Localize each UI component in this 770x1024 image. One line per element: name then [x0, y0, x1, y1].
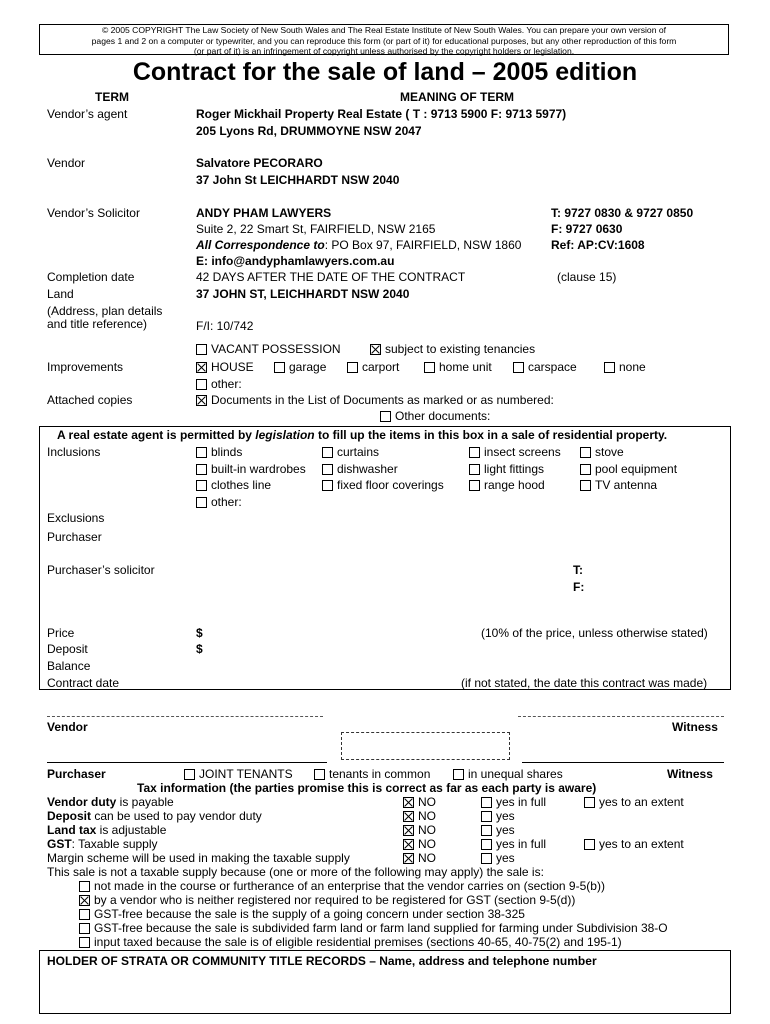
- stove-checkbox[interactable]: [580, 447, 591, 458]
- purchaser-label: Purchaser: [47, 530, 102, 544]
- improvement-other-checkbox[interactable]: [196, 379, 207, 390]
- subject-tenancies-label: subject to existing tenancies: [385, 342, 536, 356]
- copyright-notice: [39, 24, 729, 55]
- inclusion-insect-screens[interactable]: [469, 445, 561, 459]
- vendors-solicitor-name[interactable]: ANDY PHAM LAWYERS: [196, 206, 332, 220]
- price-dollar[interactable]: $: [196, 626, 203, 640]
- fixed-floor-label: fixed floor coverings: [337, 478, 444, 492]
- inclusion-pool-equipment[interactable]: [580, 462, 677, 476]
- garage-checkbox[interactable]: [274, 362, 285, 373]
- vendors-solicitor-address[interactable]: Suite 2, 22 Smart St, FAIRFIELD, NSW 2165: [196, 222, 436, 236]
- light-fittings-checkbox[interactable]: [469, 464, 480, 475]
- purchaser-signature-label: Purchaser: [47, 767, 106, 781]
- vacant-possession-label: VACANT POSSESSION: [211, 342, 341, 356]
- exclusions-label: Exclusions: [47, 511, 105, 525]
- gst-reason-4-checkbox[interactable]: [79, 923, 90, 934]
- completion-date-value[interactable]: 42 DAYS AFTER THE DATE OF THE CONTRACT: [196, 270, 466, 284]
- tv-antenna-label: TV antenna: [595, 478, 658, 492]
- gst-reason-4[interactable]: [79, 921, 668, 935]
- margin-scheme-yes-checkbox[interactable]: [481, 853, 492, 864]
- curtains-label: curtains: [337, 445, 380, 459]
- land-label-detail: (Address, plan details: [47, 304, 163, 318]
- vendors-solicitor-correspondence[interactable]: [196, 238, 521, 252]
- vendors-solicitor-fax[interactable]: F: 9727 0630: [551, 222, 623, 236]
- gst-reason-1-label: not made in the course or furtherance of an enterprise that the vendor carries on (section 9-5(b)): [94, 879, 605, 893]
- land-label-title: and title reference): [47, 317, 148, 331]
- copyright-line-3: (or part of it) is an infringement of copyright unless authorised by the copyright holders or legislation.: [193, 46, 575, 56]
- inclusion-clothes-line[interactable]: [196, 478, 271, 492]
- land-tax-no-label: NO: [418, 823, 436, 837]
- margin-scheme-yes[interactable]: [481, 851, 515, 865]
- tenants-in-common-option[interactable]: [314, 767, 430, 781]
- inclusion-range-hood[interactable]: [469, 478, 545, 492]
- inclusion-other-checkbox[interactable]: [196, 497, 207, 508]
- margin-scheme-no-checkbox[interactable]: [403, 853, 414, 864]
- gst-reason-5-checkbox[interactable]: [79, 937, 90, 948]
- improvement-none[interactable]: [604, 360, 646, 374]
- gst-yes-extent-checkbox[interactable]: [584, 839, 595, 850]
- deposit-duty-yes[interactable]: [481, 809, 515, 823]
- inclusion-tv-antenna[interactable]: [580, 478, 657, 492]
- purchaser-signature-box[interactable]: [341, 732, 510, 760]
- vendor-duty-text: is payable: [116, 795, 174, 809]
- other-documents-label: Other documents:: [395, 409, 491, 423]
- gst-reason-3-label: GST-free because the sale is the supply of a going concern under section 38-325: [94, 907, 525, 921]
- vendors-solicitor-ref[interactable]: Ref: AP:CV:1608: [551, 238, 645, 252]
- tenants-in-common-checkbox[interactable]: [314, 769, 325, 780]
- vendor-address[interactable]: 37 John St LEICHHARDT NSW 2040: [196, 173, 400, 187]
- gst-reason-2-checkbox[interactable]: [79, 895, 90, 906]
- vendors-solicitor-email[interactable]: E: info@andyphamlawyers.com.au: [196, 254, 395, 268]
- light-fittings-label: light fittings: [484, 462, 545, 476]
- joint-tenants-checkbox[interactable]: [184, 769, 195, 780]
- margin-scheme-yes-label: yes: [496, 851, 515, 865]
- vendor-duty-no-checkbox[interactable]: [403, 797, 414, 808]
- attached-copies-label: Attached copies: [47, 393, 133, 407]
- vendors-agent-address[interactable]: 205 Lyons Rd, DRUMMOYNE NSW 2047: [196, 124, 422, 138]
- agent-box-heading-a: A real estate agent is permitted by: [57, 428, 256, 442]
- page-title: Contract for the sale of land – 2005 edition: [132, 58, 638, 86]
- land-folio[interactable]: F/I: 10/742: [196, 319, 254, 333]
- land-tax-no[interactable]: [403, 823, 436, 837]
- land-tax-no-checkbox[interactable]: [403, 825, 414, 836]
- subject-tenancies-option[interactable]: [370, 342, 535, 356]
- correspondence-value: : PO Box 97, FAIRFIELD, NSW 1860: [324, 238, 522, 252]
- deposit-dollar[interactable]: $: [196, 642, 203, 656]
- term-header: TERM: [95, 90, 129, 104]
- improvement-other[interactable]: [196, 377, 242, 391]
- vendor-witness-label: Witness: [672, 720, 718, 734]
- inclusion-fixed-floor[interactable]: [322, 478, 444, 492]
- price-label: Price: [47, 626, 75, 640]
- copyright-line-2: pages 1 and 2 on a computer or typewriter, and you can reproduce this form (or part of it) for educational purposes, but any other reproduction of this form: [91, 35, 677, 46]
- pool-equipment-checkbox[interactable]: [580, 464, 591, 475]
- tax-heading: Tax information (the parties promise this is correct as far as each party is aware): [137, 781, 597, 795]
- land-tax-yes-checkbox[interactable]: [481, 825, 492, 836]
- vendors-agent-name[interactable]: Roger Mickhail Property Real Estate ( T : 9713 5900 F: 9713 5977): [196, 107, 567, 121]
- unequal-shares-checkbox[interactable]: [453, 769, 464, 780]
- joint-tenants-option[interactable]: [184, 767, 293, 781]
- carport-checkbox[interactable]: [347, 362, 358, 373]
- vendor-signature-line[interactable]: [47, 716, 323, 717]
- vendor-witness-line[interactable]: [518, 716, 724, 717]
- vendor-duty-yes-extent[interactable]: [584, 795, 684, 809]
- builtin-wardrobes-label: built-in wardrobes: [211, 462, 306, 476]
- inclusion-other[interactable]: [196, 495, 242, 509]
- inclusion-other-label: other:: [211, 495, 242, 509]
- improvement-house[interactable]: [196, 360, 254, 374]
- gst-reason-3-checkbox[interactable]: [79, 909, 90, 920]
- gst-reason-1[interactable]: [79, 879, 605, 893]
- home-unit-label: home unit: [439, 360, 492, 374]
- land-tax-bold: Land tax: [47, 823, 97, 837]
- gst-yes-full-checkbox[interactable]: [481, 839, 492, 850]
- land-tax-yes-label: yes: [496, 823, 515, 837]
- garage-label: garage: [289, 360, 327, 374]
- gst-no-label: NO: [418, 837, 436, 851]
- gst-yes-extent-label: yes to an extent: [599, 837, 684, 851]
- gst-yes-full[interactable]: [481, 837, 546, 851]
- deposit-duty-yes-checkbox[interactable]: [481, 811, 492, 822]
- other-documents-checkbox[interactable]: [380, 411, 391, 422]
- margin-scheme-no[interactable]: [403, 851, 436, 865]
- completion-date-label: Completion date: [47, 270, 135, 284]
- vendor-duty-yes-full-label: yes in full: [496, 795, 547, 809]
- stove-label: stove: [595, 445, 624, 459]
- dishwasher-checkbox[interactable]: [322, 464, 333, 475]
- gst-reason-3[interactable]: [79, 907, 525, 921]
- vendors-solicitor-label: Vendor’s Solicitor: [47, 206, 140, 220]
- clothes-line-checkbox[interactable]: [196, 480, 207, 491]
- gst-reason-2-label: by a vendor who is neither registered nor required to be registered for GST (section 9-5(d)): [94, 893, 576, 907]
- vacant-possession-option[interactable]: [196, 342, 341, 356]
- gst-text: : Taxable supply: [71, 837, 158, 851]
- tenants-in-common-label: tenants in common: [329, 767, 431, 781]
- home-unit-checkbox[interactable]: [424, 362, 435, 373]
- land-tax-text: is adjustable: [96, 823, 167, 837]
- vendor-label: Vendor: [47, 156, 86, 170]
- purchaser-signature-line[interactable]: [47, 762, 327, 763]
- fixed-floor-checkbox[interactable]: [322, 480, 333, 491]
- agent-box-heading: [57, 428, 667, 442]
- none-checkbox[interactable]: [604, 362, 615, 373]
- gst-no-checkbox[interactable]: [403, 839, 414, 850]
- blinds-label: blinds: [211, 445, 243, 459]
- inclusion-builtin-wardrobes[interactable]: [196, 462, 306, 476]
- house-checkbox[interactable]: [196, 362, 207, 373]
- vendor-name[interactable]: Salvatore PECORARO: [196, 156, 323, 170]
- purchasers-solicitor-label: Purchaser’s solicitor: [47, 563, 155, 577]
- attached-documents-option[interactable]: [196, 393, 554, 407]
- gst-reason-5-label: input taxed because the sale is of eligible residential premises (sections 40-65, 40-75(2) and 195-1): [94, 935, 622, 949]
- vendor-duty-no[interactable]: [403, 795, 436, 809]
- completion-clause: (clause 15): [557, 270, 617, 284]
- deposit-duty-yes-label: yes: [496, 809, 515, 823]
- carspace-label: carspace: [528, 360, 577, 374]
- house-label: HOUSE: [211, 360, 254, 374]
- gst-reason-4-label: GST-free because the sale is subdivided farm land or farm land supplied for farming under Subdivision 38-O: [94, 921, 668, 935]
- improvement-garage[interactable]: [274, 360, 326, 374]
- balance-label: Balance: [47, 659, 91, 673]
- improvement-carspace[interactable]: [513, 360, 577, 374]
- carspace-checkbox[interactable]: [513, 362, 524, 373]
- deposit-duty-no-label: NO: [418, 809, 436, 823]
- margin-scheme-no-label: NO: [418, 851, 436, 865]
- inclusion-blinds[interactable]: [196, 445, 242, 459]
- range-hood-checkbox[interactable]: [469, 480, 480, 491]
- carport-label: carport: [362, 360, 400, 374]
- improvements-label: Improvements: [47, 360, 124, 374]
- land-tax-yes[interactable]: [481, 823, 515, 837]
- vendors-agent-label: Vendor’s agent: [47, 107, 128, 121]
- vendor-duty-label: [47, 795, 174, 809]
- contract-date-label: Contract date: [47, 676, 120, 690]
- improvement-carport[interactable]: [347, 360, 399, 374]
- gst-yes-full-label: yes in full: [496, 837, 547, 851]
- agent-box-heading-c: to fill up the items in this box in a sale of residential property.: [314, 428, 668, 442]
- gst-label: [47, 837, 158, 851]
- inclusion-stove[interactable]: [580, 445, 624, 459]
- vendor-duty-bold: Vendor duty: [47, 795, 117, 809]
- none-label: none: [619, 360, 646, 374]
- vendor-duty-yes-full[interactable]: [481, 795, 546, 809]
- copyright-line-1: © 2005 COPYRIGHT The Law Society of New South Wales and The Real Estate Institute of New South Wales. You can prepare your own version of: [101, 25, 667, 35]
- inclusions-label: Inclusions: [47, 445, 101, 459]
- documents-checkbox[interactable]: [196, 395, 207, 406]
- strata-holder-label: HOLDER OF STRATA OR COMMUNITY TITLE RECORDS – Name, address and telephone number: [47, 954, 597, 968]
- vendor-duty-no-label: NO: [418, 795, 436, 809]
- margin-scheme-label: Margin scheme will be used in making the taxable supply: [47, 851, 350, 865]
- builtin-wardrobes-checkbox[interactable]: [196, 464, 207, 475]
- insect-screens-label: insect screens: [484, 445, 561, 459]
- not-taxable-heading: This sale is not a taxable supply because (one or more of the following may apply) the sale is:: [47, 865, 544, 879]
- gst-no[interactable]: [403, 837, 436, 851]
- gst-bold: GST: [47, 837, 72, 851]
- purchaser-witness-line[interactable]: [522, 762, 724, 763]
- land-label: Land: [47, 287, 74, 301]
- improvement-other-label: other:: [211, 377, 242, 391]
- vendors-solicitor-phone[interactable]: T: 9727 0830 & 9727 0850: [551, 206, 694, 220]
- inclusion-curtains[interactable]: [322, 445, 379, 459]
- unequal-shares-label: in unequal shares: [468, 767, 563, 781]
- range-hood-label: range hood: [484, 478, 545, 492]
- purchasers-solicitor-phone[interactable]: T:: [573, 563, 583, 577]
- unequal-shares-option[interactable]: [453, 767, 563, 781]
- land-tax-label: [47, 823, 166, 837]
- correspondence-label: All Correspondence to: [196, 238, 325, 252]
- clothes-line-label: clothes line: [211, 478, 272, 492]
- vacant-possession-checkbox[interactable]: [196, 344, 207, 355]
- improvement-home-unit[interactable]: [424, 360, 492, 374]
- joint-tenants-label: JOINT TENANTS: [199, 767, 293, 781]
- vendor-duty-yes-extent-label: yes to an extent: [599, 795, 684, 809]
- meaning-header: MEANING OF TERM: [400, 90, 514, 104]
- blinds-checkbox[interactable]: [196, 447, 207, 458]
- subject-tenancies-checkbox[interactable]: [370, 344, 381, 355]
- deposit-duty-bold: Deposit: [47, 809, 92, 823]
- price-note: (10% of the price, unless otherwise stated): [481, 626, 708, 640]
- gst-reason-1-checkbox[interactable]: [79, 881, 90, 892]
- agent-box-heading-legislation: legislation: [255, 428, 315, 442]
- deposit-duty-no-checkbox[interactable]: [403, 811, 414, 822]
- gst-yes-extent[interactable]: [584, 837, 684, 851]
- curtains-checkbox[interactable]: [322, 447, 333, 458]
- inclusion-dishwasher[interactable]: [322, 462, 398, 476]
- land-address[interactable]: 37 JOHN ST, LEICHHARDT NSW 2040: [196, 287, 410, 301]
- purchaser-witness-label: Witness: [667, 767, 713, 781]
- vendor-signature-label: Vendor: [47, 720, 88, 734]
- inclusion-light-fittings[interactable]: [469, 462, 544, 476]
- deposit-duty-label: [47, 809, 262, 823]
- contract-date-note: (if not stated, the date this contract was made): [461, 676, 708, 690]
- insect-screens-checkbox[interactable]: [469, 447, 480, 458]
- vendor-duty-yes-full-checkbox[interactable]: [481, 797, 492, 808]
- pool-equipment-label: pool equipment: [595, 462, 678, 476]
- purchasers-solicitor-fax[interactable]: F:: [573, 580, 585, 594]
- deposit-label: Deposit: [47, 642, 88, 656]
- tv-antenna-checkbox[interactable]: [580, 480, 591, 491]
- vendor-duty-yes-extent-checkbox[interactable]: [584, 797, 595, 808]
- gst-reason-2[interactable]: [79, 893, 575, 907]
- deposit-duty-no[interactable]: [403, 809, 436, 823]
- gst-reason-5[interactable]: [79, 935, 622, 949]
- other-documents-option[interactable]: [380, 409, 490, 423]
- dishwasher-label: dishwasher: [337, 462, 398, 476]
- documents-label: Documents in the List of Documents as marked or as numbered:: [211, 393, 554, 407]
- deposit-duty-text: can be used to pay vendor duty: [91, 809, 262, 823]
